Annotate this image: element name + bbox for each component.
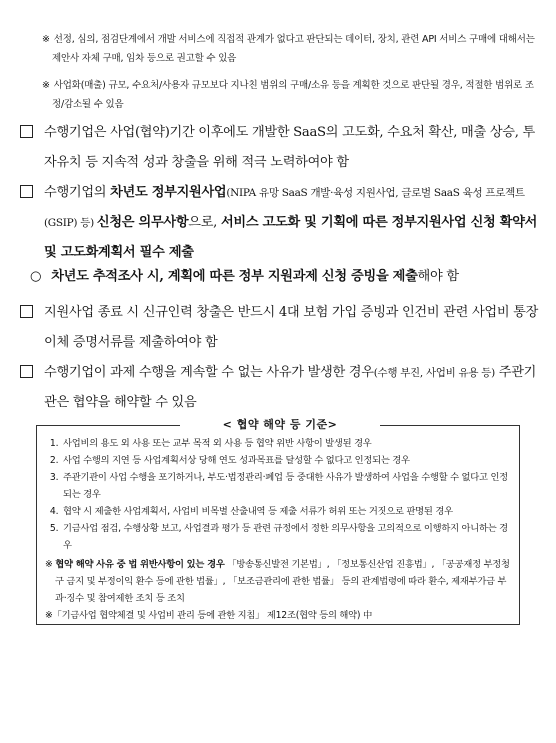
criteria-item: 3. 주관기관이 사업 수행을 포기하거나, 부도·법정관리·폐업 등 중대한 사유가 발생하여 사업을 수행할 수 없다고 인정되는 경우 [61, 469, 511, 503]
criteria-title: < 협약 해약 등 기준> [180, 416, 380, 434]
note-mark: ※ [42, 34, 50, 45]
item-text-f: 서비스 고도화 및 기획에 따른 정부지원사업 신청 확약서 및 고도화계획서 필수 제출 [44, 215, 538, 260]
checkbox-square-icon [20, 125, 33, 138]
criteria-item: 2. 사업 수행의 지연 등 사업계획서상 당해 연도 성과목표를 달성할 수 없다고 인정되는 경우 [61, 452, 511, 469]
item-text-a: 수행기업이 과제 수행을 계속할 수 없는 사유가 발생한 경우 [44, 365, 374, 380]
criteria-item: 1. 사업비의 용도 외 사용 또는 교부 목적 외 사용 등 협약 위반 사항이 발생된 경우 [61, 435, 511, 452]
checkbox-square-icon [20, 185, 33, 198]
checkbox-square-icon [20, 365, 33, 378]
item-text-a: 수행기업의 [44, 185, 111, 200]
criteria-source-note [45, 607, 511, 624]
criteria-item: 4. 협약 시 제출한 사업계획서, 사업비 비목별 산출내역 등 제출 서류가 허위 또는 거짓으로 판명된 경우 [61, 503, 511, 520]
criteria-list [45, 435, 511, 554]
note-text: 선정, 심의, 점검단계에서 개발 서비스에 직접적 관계가 없다고 판단되는 데이터, 장치, 관련 API 서비스 구매에 대해서는 제안사 자체 구매, 임차 등으로 권고할 수 있음 [52, 34, 535, 64]
criteria-legal-note [45, 556, 511, 607]
item-text-c: 주관기관은 협약을 해약할 수 있음 [44, 365, 537, 410]
item-text-c: (NIPA 유망 SaaS 개발·육성 지원사업, 글로벌 SaaS 육성 프로젝트(GSIP) 등) [44, 187, 525, 229]
item-agreement-termination [20, 358, 542, 418]
item-text-b: 차년도 정부지원사업 [110, 185, 227, 200]
source-text: 「기금사업 협약체결 및 사업비 관리 등에 관한 지침」 제12조(협약 등의 해약) 中 [52, 610, 372, 621]
item-text-e: 으로, [188, 215, 221, 230]
sub-text-bold: 차년도 추적조사 시, 계획에 따른 정부 지원과제 신청 증빙을 제출 [51, 269, 418, 284]
item-next-year-application [20, 178, 542, 268]
item-new-hire-evidence [20, 298, 542, 358]
note-mark: ※ [45, 559, 53, 570]
sub-text-end: 해야 함 [417, 269, 459, 284]
sub-item-tracking-survey [30, 266, 542, 288]
item-text: 수행기업은 사업(협약)기간 이후에도 개발한 SaaS의 고도화, 수요처 확산, 매출 상승, 투자유치 등 지속적 성과 창출을 위해 적극 노력하여야 함 [44, 125, 535, 170]
note-text: 사업화(매출) 규모, 수요처/사용자 규모보다 지나친 범위의 구매/소유 등을 계획한 것으로 판단될 경우, 적절한 범위로 조정/감소될 수 있음 [52, 80, 534, 110]
item-text-b: (수행 부진, 사업비 유용 등) [373, 367, 495, 379]
legal-bold: 협약 해약 사유 중 법 위반사항이 있는 경우 [55, 559, 225, 570]
note-equipment-purchase [42, 30, 538, 68]
note-scope-adjustment [42, 76, 538, 114]
criteria-item: 5. 기금사업 점검, 수행상황 보고, 사업결과 평가 등 관련 규정에서 정한 의무사항을 고의적으로 이행하지 아니하는 경우 [61, 520, 511, 554]
checkbox-square-icon [20, 305, 33, 318]
note-mark: ※ [45, 610, 53, 621]
item-continuous-effort [20, 118, 542, 178]
criteria-box [36, 425, 520, 625]
legal-rest: 「방송통신발전 기본법」, 「정보통신산업 진흥법」, 「공공재정 부정청구 금지 및 부정이익 환수 등에 관한 법률」, 「보조금관리에 관한 법률」 등의 관계법령에 따라 환수, 제재부가금 부과·징수 및 참여제한 조치 등 조치 [55, 559, 510, 604]
item-text: 지원사업 종료 시 신규인력 창출은 반드시 4대 보험 가입 증빙과 인건비 관련 사업비 통장이체 증명서류를 제출하여야 함 [44, 305, 539, 350]
note-mark: ※ [42, 80, 50, 91]
item-text-d: 신청은 의무사항 [96, 215, 189, 230]
circle-bullet-icon: ○ [30, 269, 42, 284]
